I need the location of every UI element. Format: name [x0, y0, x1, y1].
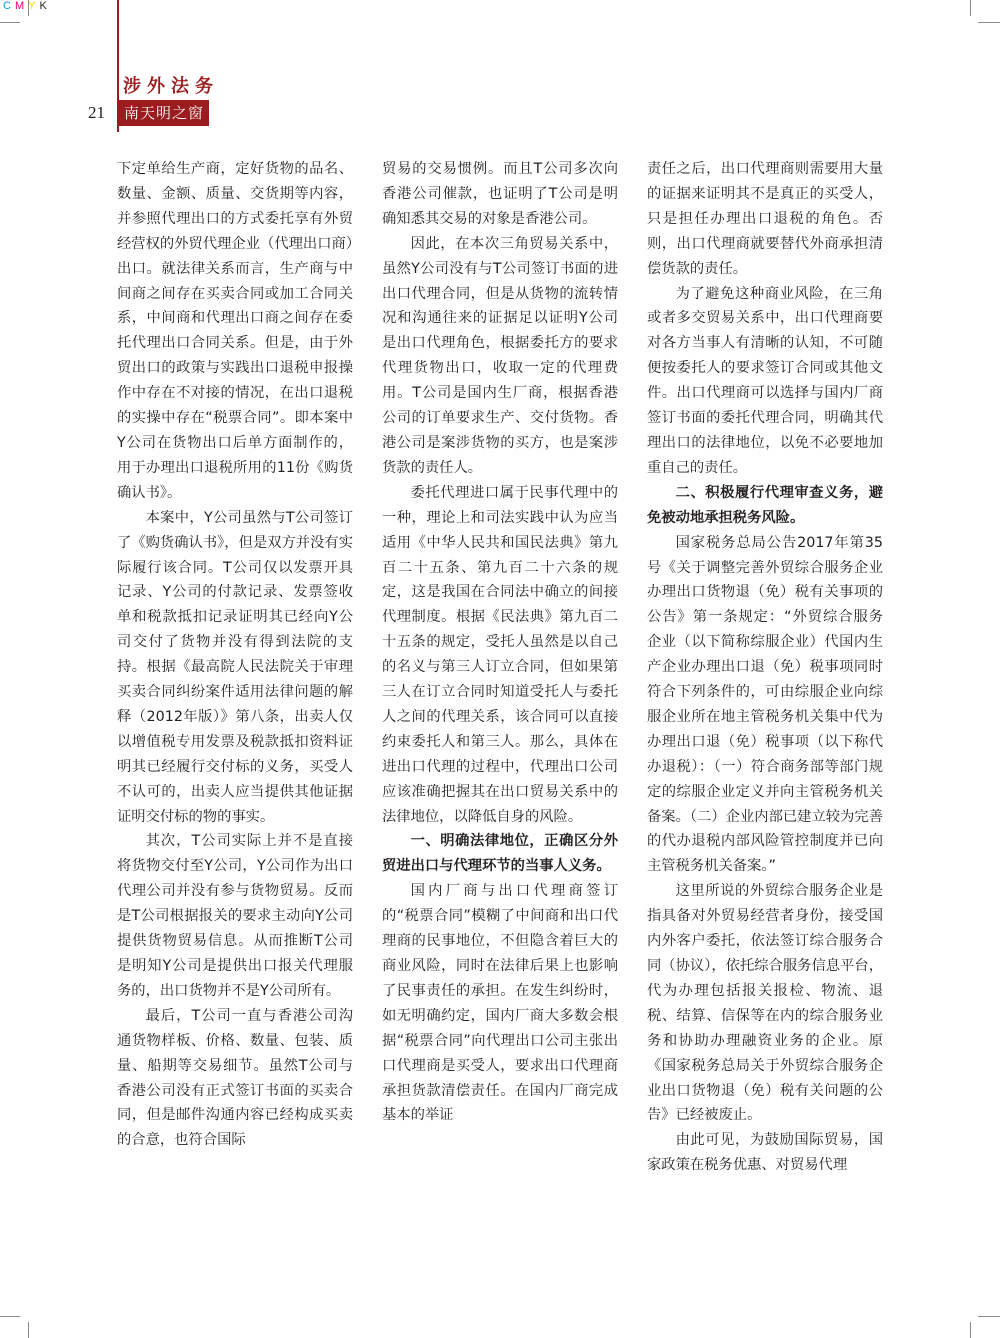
cmyk-k: K [39, 0, 49, 12]
paragraph: 贸易的交易惯例。而且T公司多次向香港公司催款，也证明了T公司是明确知悉其交易的对象是香港公司。 [382, 161, 618, 227]
paragraph: 国内厂商与出口代理商签订的“税票合同”模糊了中间商和出口代理商的民事地位，不但隐含着巨大的商业风险，同时在法律后果上也影响了民事责任的承担。在发生纠纷时，如无明确约定，国内厂商大多数会根据“税票合同”向代理出口公司主张出口代理商是买受人，要求出口代理商承担货款清偿责任。在国内厂商完成基本的举证 [382, 883, 618, 1124]
crop-mark-top-right [978, 22, 1000, 23]
cmyk-color-bar [2, 0, 50, 12]
page-number: 21 [88, 103, 105, 122]
paragraph: 因此，在本次三角贸易关系中，虽然Y公司没有与T公司签订书面的进出口代理合同，但是从货物的流转情况和沟通往来的证据足以证明Y公司是出口代理角色，根据委托方的要求代理货物出口，收取一定的代理费用。T公司是国内生厂商，根据香港公司的订单要求生产、交付货物。香港公司是案涉货物的买方，也是案涉货款的责任人。 [382, 235, 618, 476]
crop-mark-bottom-left-v [28, 1322, 29, 1338]
paragraph: 国家税务总局公告2017年第35号《关于调整完善外贸综合服务企业办理出口货物退（免）税有关事项的公告》第一条规定：“外贸综合服务企业（以下简称综服企业）代国内生产企业办理出口退（免）税事项同时符合下列条件的，可由综服企业向综服企业所在地主管税务机关集中代为办理出口退（免）税事项（以下称代办退税）：（一）符合商务部等部门规定的综服企业定义并向主管税务机关备案。（二）企业内部已建立较为完善的代办退税内部风险管控制度并已向主管税务机关备案。” [647, 534, 883, 875]
cmyk-m: M [14, 0, 27, 12]
paragraph: 最后，T公司一直与香港公司沟通货物样板、价格、数量、包装、质量、船期等交易细节。虽然T公司与香港公司没有正式签订书面的买卖合同，但是邮件沟通内容已经构成买卖的合意，也符合国际 [117, 1007, 353, 1149]
paragraph: 本案中，Y公司虽然与T公司签订了《购货确认书》，但是双方并没有实际履行该合同。T公司仅以发票开具记录、Y公司的付款记录、发票签收单和税款抵扣记录证明其已经向Y公司交付了货物并没有得到法院的支持。根据《最高院人民法院关于审理买卖合同纠纷案件适用法律问题的解释（2012年版）》第八条，出卖人仅以增值税专用发票及税款抵扣资料证明其已经履行交付标的义务，买受人不认可的，出卖人应当提供其他证据证明交付标的物的事实。 [117, 509, 353, 825]
paragraph: 其次，T公司实际上并不是直接将货物交付至Y公司，Y公司作为出口代理公司并没有参与货物贸易。反而是T公司根据报关的要求主动向Y公司提供货物贸易信息。从而推断T公司是明知Y公司是提供出口报关代理服务的，出口货物并不是Y公司所有。 [117, 833, 353, 999]
section-heading: 一、明确法律地位，正确区分外贸进出口与代理环节的当事人义务。 [382, 833, 618, 875]
paragraph: 这里所说的外贸综合服务企业是指具备对外贸易经营者身份，接受国内外客户委托，依法签订综合服务合同（协议），依托综合服务信息平台，代为办理包括报关报检、物流、退税、结算、信保等在内的综合服务业务和协助办理融资业务的企业。原《国家税务总局关于外贸综合服务企业出口货物退（免）税有关问题的公告》已经被废止。 [647, 883, 883, 1124]
magazine-name-bar: 南天明之窗 [119, 100, 209, 126]
paragraph: 由此可见，为鼓励国际贸易，国家政策在税务优惠、对贸易代理 [647, 1132, 883, 1174]
crop-mark-bottom-left [0, 1316, 20, 1317]
section-heading: 二、积极履行代理审查义务，避免被动地承担税务风险。 [647, 484, 883, 526]
paragraph: 委托代理进口属于民事代理中的一种，理论上和司法实践中认为应当适用《中华人民共和国民法典》第九百二十五条、第九百二十六条的规定，这是我国在合同法中确立的间接代理制度。根据《民法典》第九百二十五条的规定，受托人虽然是以自己的名义与第三人订立合同，但如果第三人在订立合同时知道受托人与委托人之间的代理关系，该合同可以直接约束委托人和第三人。那么，具体在进出口代理的过程中，代理出口公司应该准确把握其在出口贸易关系中的法律地位，以降低自身的风险。 [382, 484, 618, 825]
paragraph: 下定单给生产商，定好货物的品名、数量、金额、质量、交货期等内容，并参照代理出口的方式委托享有外贸经营权的外贸代理企业（代理出口商）出口。就法律关系而言，生产商与中间商之间存在买卖合同或加工合同关系，中间商和代理出口商之间存在委托代理出口合同关系。但是，由于外贸出口的政策与实践出口退税申报操作中存在不对接的情况，在出口退税的实操中存在“税票合同”。即本案中Y公司在货物出口后单方面制作的，用于办理出口退税所用的11份《购货确认书》。 [117, 161, 353, 501]
paragraph: 责任之后，出口代理商则需要用大量的证据来证明其不是真正的买受人，只是担任办理出口退税的角色。否则，出口代理商就要替代外商承担清偿货款的责任。 [647, 161, 883, 277]
cmyk-c: C [3, 0, 13, 12]
paragraph: 为了避免这种商业风险，在三角或者多交贸易关系中，出口代理商要对各方当事人有清晰的认知，不可随便按委托人的要求签订合同或其他文件。出口代理商可以选择与国内厂商签订书面的委托代理合同，明确其代理出口的法律地位，以免不必要地加重自己的责任。 [647, 285, 883, 476]
crop-mark-bottom-right [978, 1316, 1000, 1317]
crop-mark-top-left [0, 22, 20, 23]
text-column-3 [647, 157, 883, 1237]
crop-mark-bottom-right-v [970, 1322, 971, 1338]
crop-mark-top-right-v [970, 0, 971, 16]
section-title: 涉外法务 [123, 76, 219, 97]
text-column-1 [117, 157, 353, 1237]
text-column-2 [382, 157, 618, 1237]
cmyk-y: Y [28, 0, 38, 12]
